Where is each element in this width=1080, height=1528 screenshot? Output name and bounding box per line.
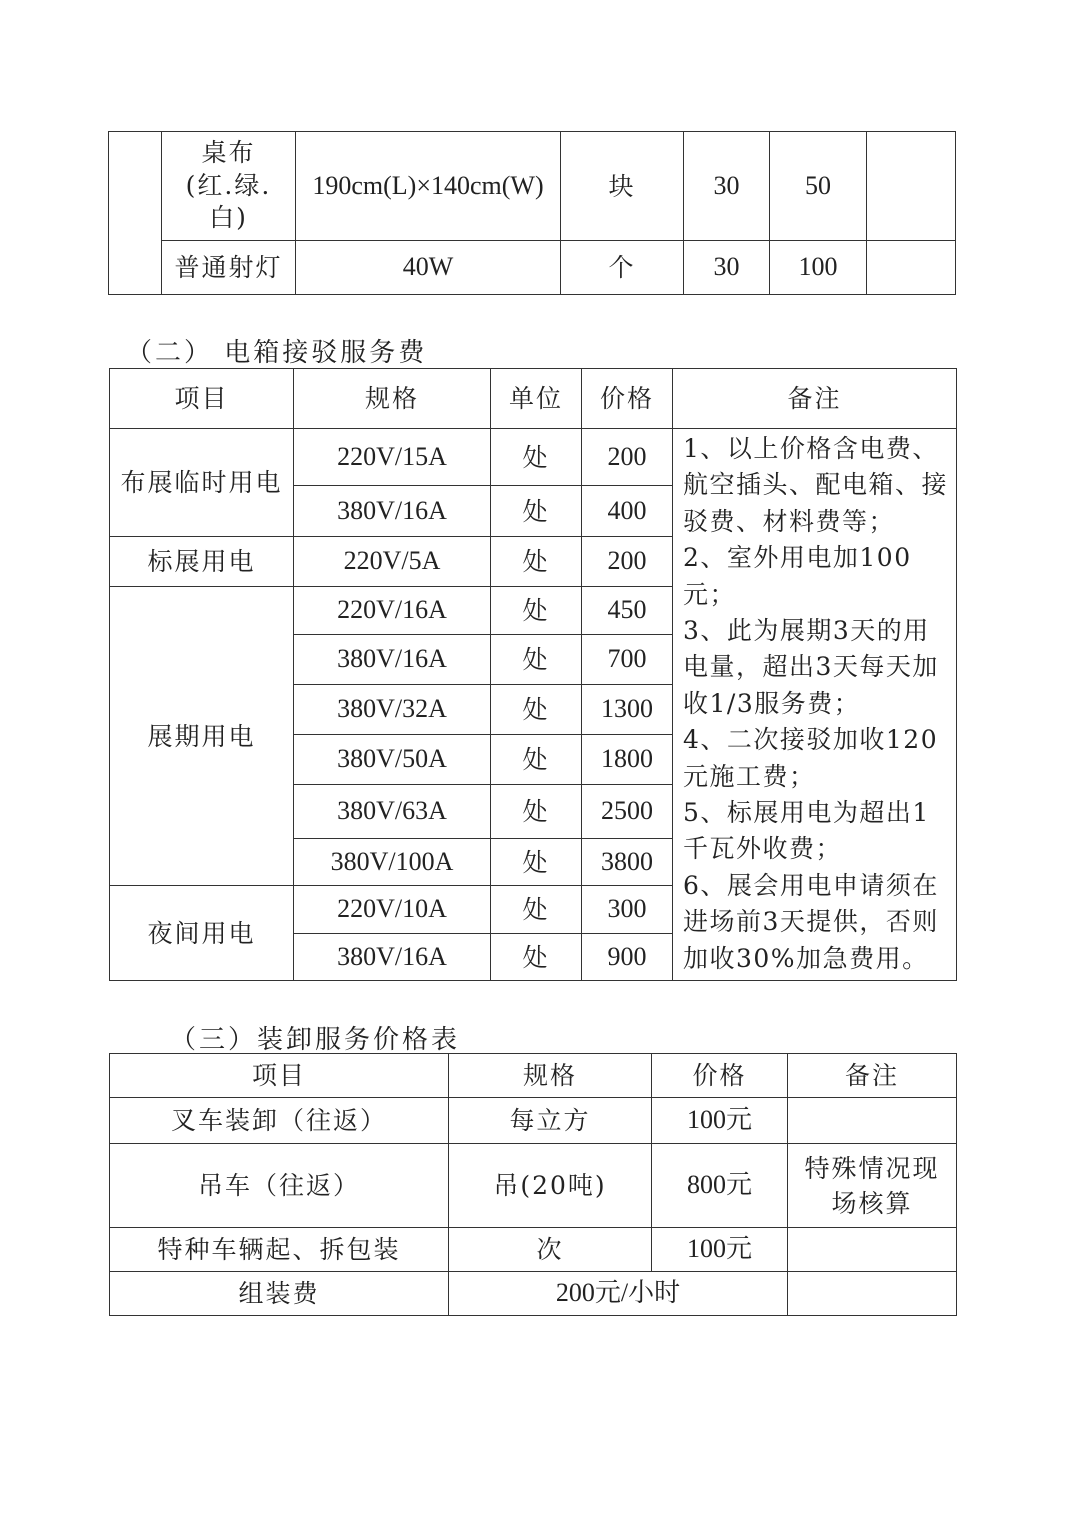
group-cell: 布展临时用电 [110,429,294,537]
spec-cell: 220V/16A [294,587,491,635]
group-cell: 夜间用电 [110,886,294,981]
spec-cell: 吊(20吨) [449,1144,652,1228]
unit-cell: 处 [491,685,582,735]
value-cell: 30 [684,241,770,295]
spec-cell: 次 [449,1228,652,1272]
header-cell: 价格 [582,369,673,429]
category-cell [109,132,162,295]
header-row [110,369,957,429]
note-cell [788,1228,957,1272]
price-cell: 200 [582,537,673,587]
item-cell: 普通射灯 [162,241,296,295]
header-row [110,1054,957,1098]
note-cell [788,1098,957,1144]
note-line: 4、二次接驳加收120元施工费； [683,725,939,791]
spec-cell: 380V/50A [294,735,491,785]
price-cell: 200 [582,429,673,486]
group-cell: 展期用电 [110,587,294,886]
price-cell: 100元 [652,1228,788,1272]
value-cell: 100 [770,241,867,295]
header-cell: 规格 [449,1054,652,1098]
note-cell [867,132,956,241]
spec-cell: 380V/16A [294,635,491,685]
spec-cell: 220V/15A [294,429,491,486]
unit-cell: 处 [491,587,582,635]
header-cell: 单位 [491,369,582,429]
table-row [110,1272,957,1316]
item-cell: 特种车辆起、拆包装 [110,1228,449,1272]
item-cell: 吊车（往返） [110,1144,449,1228]
unit-cell: 处 [491,785,582,839]
section-heading-loading: （三）装卸服务价格表 [170,1025,461,1055]
header-cell: 备注 [673,369,957,429]
unit-cell: 块 [561,132,684,241]
table-row [110,1098,957,1144]
note-line: 6、展会用电申请须在进场前3天提供，否则加收30%加急费用。 [683,870,939,973]
table-row [110,1144,957,1228]
group-cell: 标展用电 [110,537,294,587]
table-row [110,429,957,486]
price-cell: 100元 [652,1098,788,1144]
spec-cell: 380V/16A [294,934,491,981]
item-cell: 桌布 (红.绿. 白) [162,132,296,241]
unit-cell: 处 [491,486,582,537]
spec-cell: 380V/32A [294,685,491,735]
note-line: 3、此为展期3天的用电量，超出3天每天加收1/3服务费； [683,616,939,718]
spec-cell: 40W [296,241,561,295]
unit-cell: 处 [491,839,582,886]
price-cell: 3800 [582,839,673,886]
note-line: 2、室外用电加100元； [683,543,912,609]
price-cell: 200元/小时 [449,1272,788,1316]
spec-cell: 每立方 [449,1098,652,1144]
value-cell: 30 [684,132,770,241]
section-heading-electric: （二） 电箱接驳服务费 [126,338,428,368]
price-cell: 450 [582,587,673,635]
price-cell: 2500 [582,785,673,839]
unit-cell: 处 [491,635,582,685]
note-cell [788,1272,957,1316]
unit-cell: 处 [491,537,582,587]
electric-service-table [109,368,957,981]
unit-cell: 个 [561,241,684,295]
header-cell: 项目 [110,369,294,429]
item-cell: 组装费 [110,1272,449,1316]
spec-cell: 220V/10A [294,886,491,934]
header-cell: 备注 [788,1054,957,1098]
price-cell: 400 [582,486,673,537]
price-cell: 800元 [652,1144,788,1228]
price-cell: 700 [582,635,673,685]
price-cell: 900 [582,934,673,981]
table-row [110,1228,957,1272]
header-cell: 价格 [652,1054,788,1098]
spec-cell: 220V/5A [294,537,491,587]
spec-cell: 380V/63A [294,785,491,839]
unit-cell: 处 [491,934,582,981]
header-cell: 规格 [294,369,491,429]
unit-cell: 处 [491,429,582,486]
spec-cell: 380V/16A [294,486,491,537]
loading-service-table [109,1053,957,1316]
item-cell: 叉车装卸（往返） [110,1098,449,1144]
notes-cell [673,429,957,981]
spec-cell: 380V/100A [294,839,491,886]
table-row [109,241,956,295]
note-cell [867,241,956,295]
note-cell: 特殊情况现场核算 [788,1144,957,1228]
spec-cell: 190cm(L)×140cm(W) [296,132,561,241]
note-line: 5、标展用电为超出1千瓦外收费； [683,798,930,864]
unit-cell: 处 [491,735,582,785]
price-cell: 1300 [582,685,673,735]
price-cell: 1800 [582,735,673,785]
table-row [109,132,956,241]
equipment-rental-table [108,131,956,295]
header-cell: 项目 [110,1054,449,1098]
price-cell: 300 [582,886,673,934]
value-cell: 50 [770,132,867,241]
unit-cell: 处 [491,886,582,934]
note-line: 1、以上价格含电费、航空插头、配电箱、接驳费、材料费等； [683,434,949,536]
